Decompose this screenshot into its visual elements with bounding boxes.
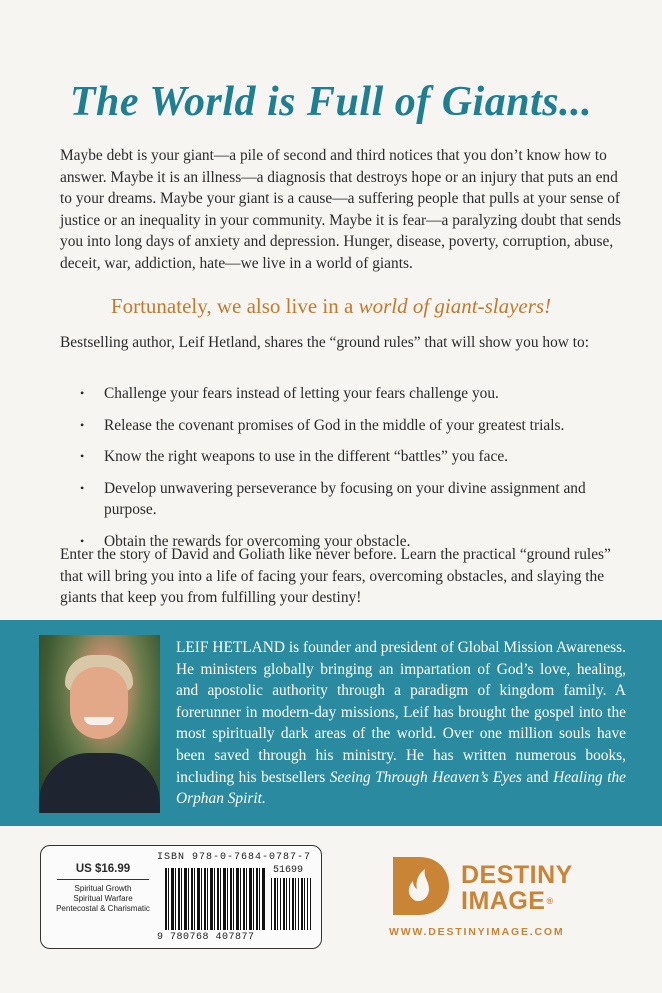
category-list	[53, 884, 153, 914]
publisher-website: WWW.DESTINYIMAGE.COM	[389, 926, 565, 938]
bullet-text: Release the covenant promises of God in the middle of your greatest trials.	[104, 416, 565, 434]
bullet-item	[60, 415, 626, 437]
category-item: Pentecostal & Charismatic	[56, 904, 150, 913]
bullet-item	[60, 383, 626, 405]
bullet-text: Challenge your fears instead of letting your fears challenge you.	[104, 385, 499, 402]
author-photo-smile	[84, 717, 114, 725]
subhead	[0, 294, 662, 319]
subhead-plain: Fortunately, we also live in a	[110, 294, 359, 318]
author-bio-band	[0, 620, 662, 826]
bullet-text: Know the right weapons to use in the different “battles” you face.	[104, 448, 509, 466]
author-photo-face	[70, 667, 128, 739]
publisher-line-1: DESTINY	[461, 861, 573, 889]
bullet-text: Obtain the rewards for overcoming your obstacle.	[104, 532, 411, 550]
outro-paragraph: Enter the story of David and Goliath like never before. Learn the practical “ground rules” that will bring you into a life of facing your fears, overcoming obstacles, and slaying the giants that keep you from fulfilling your destiny!	[60, 546, 611, 607]
barcode-addon-number: 51699	[273, 865, 304, 876]
publisher-wordmark	[461, 862, 573, 914]
bullet-list	[60, 383, 626, 563]
author-photo-shirt	[39, 753, 160, 813]
bio-joiner: and	[521, 768, 554, 786]
bullet-glyph: •	[80, 417, 85, 432]
author-photo	[39, 635, 160, 813]
price-panel	[53, 858, 153, 934]
bio-book-2: Healing the Orphan Spirit.	[176, 768, 627, 808]
category-item: Spiritual Growth	[74, 884, 132, 893]
bullet-item	[60, 446, 626, 468]
author-bio	[176, 637, 626, 810]
barcode-main	[165, 868, 265, 930]
bullet-text: Develop unwavering perseverance by focusing on your divine assignment and purpose.	[104, 479, 586, 519]
publisher-line-2	[461, 888, 573, 914]
bio-book-1: Seeing Through Heaven’s Eyes	[329, 768, 522, 786]
subhead-italic: world of giant-slayers!	[358, 294, 552, 318]
bullet-glyph: •	[80, 449, 85, 464]
bullet-item	[60, 478, 626, 521]
lead-paragraph: Bestselling author, Leif Hetland, shares the “ground rules” that will show you how to:	[60, 334, 589, 351]
bio-text: LEIF HETLAND is founder and president of Global Mission Awareness. He ministers globally bringing an impartation of God’s love, healing, and apostolic authority through a paradigm of kingdom family. A forerunner in modern-day missions, Leif has brought the gospel into the most spiritually dark areas of the world. Over one million souls have been saved through his ministry. He has written numerous books, including his bestsellers	[176, 639, 626, 786]
intro-paragraph: Maybe debt is your giant—a pile of second and third notices that you don’t know how to answer. Maybe it is an illness—a diagnosis that destroys hope or an injury that puts an end to your dreams. Maybe your giant is a cause—a suffering people that pulls at your sense of justice or an inequality in your community. Maybe it is fear—a paralyzing doubt that sends you into long days of anxiety and depression. Hunger, disease, poverty, corruption, abuse, deceit, war, addiction, hate—we live in a world of giants.	[60, 147, 622, 272]
bullet-glyph: •	[80, 480, 85, 495]
bullet-glyph: •	[80, 533, 85, 548]
bullet-glyph: •	[80, 386, 85, 400]
publisher-line-2-text: IMAGE	[461, 887, 546, 915]
price-barcode-box	[40, 845, 322, 949]
registered-mark: ®	[546, 896, 554, 906]
barcode-number: 9 780768 407877	[157, 932, 255, 943]
headline: The World is Full of Giants...	[69, 79, 593, 125]
barcode-addon	[271, 878, 311, 930]
flame-d-logo-icon	[389, 853, 453, 919]
category-item: Spiritual Warfare	[73, 894, 133, 903]
price-label: US $16.99	[57, 863, 149, 880]
isbn-label: ISBN 978-0-7684-0787-7	[157, 852, 312, 863]
